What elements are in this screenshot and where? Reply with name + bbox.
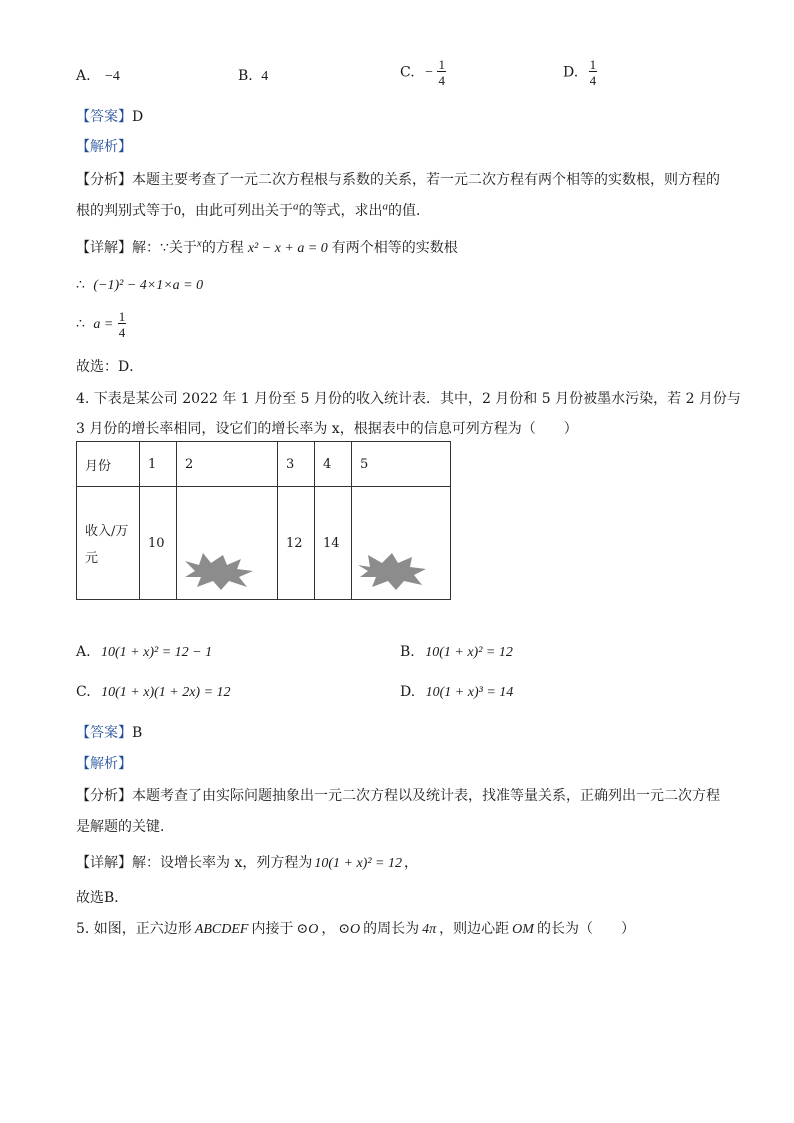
table-cell-month: 2 [177,442,278,487]
q3-detail-line [76,237,458,257]
table-cell-month: 4 [315,442,352,487]
numerator: 1 [589,57,597,72]
answer-value: D [132,109,144,125]
q3-conclusion: 故选：D． [76,359,144,375]
text: 的值． [388,203,430,219]
q3-option-c[interactable] [400,58,446,87]
text: 的长为（ ） [536,921,635,937]
text: ， [321,921,336,937]
minus-sign: − [425,64,434,80]
q3-answer [76,106,143,126]
therefore-symbol: ∴ [76,278,85,293]
answer-tag: 【答案】 [76,109,132,125]
denominator: 4 [438,73,445,88]
circle-symbol: ⊙O [296,922,319,937]
table-row-label [77,487,140,600]
option-label: A. [76,68,91,84]
option-label: D. [563,64,579,81]
text: ， [404,855,418,871]
q4-analysis-heading: 【解析】 [76,756,132,772]
q3-fenxi-line1: 【分析】本题主要考查了一元二次方程根与系数的关系，若一元二次方程有两个相等的实数根，则方程的 [76,172,720,188]
table-cell-ink-stain [352,487,451,600]
q4-option-c[interactable] [76,684,231,701]
q4-conclusion: 故选B． [76,890,129,906]
option-equation: 10(1 + x)² = 12 [425,645,513,660]
text: 有两个相等的实数根 [331,240,458,256]
option-label: A. [76,644,91,660]
ink-stain-icon [356,551,428,591]
text: ，则边心距 [439,921,510,937]
table-cell-month: 5 [352,442,451,487]
text: ，由此可列出关于 [181,203,293,219]
option-value: 4 [261,69,269,84]
variable-a: a [382,200,388,213]
q3-step2 [76,310,126,339]
q3-option-b[interactable] [238,68,268,85]
q3-option-d[interactable] [563,58,597,87]
q4-option-b[interactable] [400,644,513,661]
option-label: C. [400,64,415,81]
perimeter-value: 4π [422,922,437,937]
table-row [77,442,451,487]
equation: (−1)² − 4×1×a = 0 [93,278,204,293]
table-row [77,487,451,600]
text: 内接于 [251,921,294,937]
equation: 10(1 + x)² = 12 [314,856,402,871]
table-cell-value: 14 [315,487,352,600]
text: 5. 如图，正六边形 [76,921,192,937]
because-symbol: ∵ [160,241,169,256]
text: 的周长为 [363,921,420,937]
q4-option-d[interactable] [400,684,513,701]
detail-tag: 【详解】解： [76,240,160,256]
q3-fenxi-line2 [76,200,430,220]
q5-stem [76,918,635,938]
variable-x: x [196,237,202,250]
equation: x² − x + a = 0 [247,241,328,256]
answer-tag: 【答案】 [76,725,132,741]
income-table [76,441,451,600]
table-cell-ink-stain [177,487,278,600]
q4-answer [76,722,142,742]
option-equation: 10(1 + x)(1 + 2x) = 12 [101,685,231,700]
fraction [118,310,127,339]
numerator: 1 [118,309,126,324]
q4-fenxi-line2: 是解题的关键． [76,819,174,835]
hexagon-name: ABCDEF [194,922,249,937]
q3-option-a[interactable] [76,68,120,85]
fraction [437,58,446,87]
q4-stem-line1: 4. 下表是某公司 2022 年 1 月份至 5 月份的收入统计表．其中，2 月份和 5 月份被墨水污染，若 2 月份与 [76,391,741,407]
option-value: −4 [105,69,120,84]
option-label: D. [400,684,416,700]
table-cell-value: 10 [140,487,177,600]
text: 根的判别式等于 [76,203,174,219]
circle-symbol: ⊙O [338,922,361,937]
text: 的方程 [201,240,244,256]
option-label: B. [238,68,253,84]
table-cell-month: 3 [278,442,315,487]
therefore-symbol: ∴ [76,317,85,332]
option-label: B. [400,644,415,660]
number: 0 [174,204,181,219]
row-label-line2: 元 [85,551,99,566]
option-equation: 10(1 + x)³ = 14 [425,685,514,700]
denominator: 4 [118,325,126,340]
denominator: 4 [589,73,597,88]
option-equation: 10(1 + x)² = 12 − 1 [101,645,213,660]
detail-text: 【详解】解：设增长率为 x，列方程为 [76,855,313,871]
text: 的等式，求出 [298,203,383,219]
table-cell-value: 12 [278,487,315,600]
answer-value: B [132,725,143,741]
q3-analysis-heading: 【解析】 [76,139,132,155]
table-cell-month: 1 [140,442,177,487]
q4-fenxi-line1: 【分析】本题考查了由实际问题抽象出一元二次方程以及统计表，找准等量关系，正确列出一元二次方程 [76,788,720,804]
q4-detail-line [76,852,418,872]
fraction [589,58,598,87]
q4-stem-line2: 3 月份的增长率相同，设它们的增长率为 x，根据表中的信息可列方程为（ ） [76,421,578,437]
table-header-label: 月份 [77,442,140,487]
variable-a: a [293,200,299,213]
segment-name: OM [512,922,534,937]
q4-option-a[interactable] [76,644,212,661]
equation-lhs: a = [93,316,114,332]
q3-step1 [76,277,203,294]
numerator: 1 [438,57,445,72]
row-label-line1: 收入/万 [85,524,129,539]
text: 关于 [168,240,197,256]
option-label: C. [76,684,91,700]
ink-stain-icon [183,551,255,591]
